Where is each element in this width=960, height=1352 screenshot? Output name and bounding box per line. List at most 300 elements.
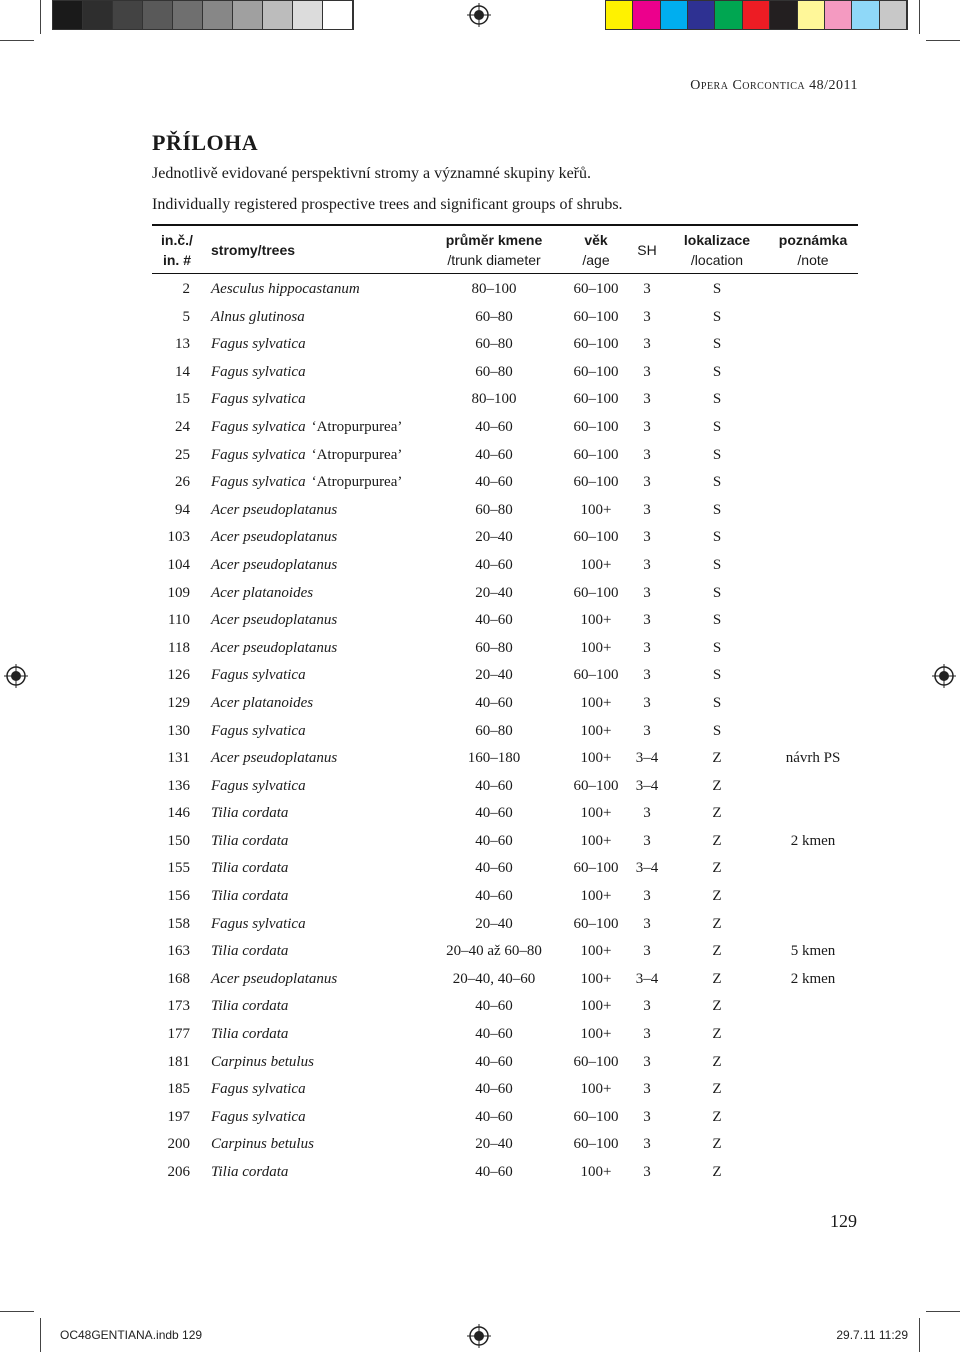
- crop-mark: [40, 0, 41, 34]
- species-name: Acer pseudoplatanus: [211, 750, 338, 767]
- table-row: [152, 939, 858, 967]
- cell-diameter: 20–40: [475, 584, 513, 601]
- cell-species: [211, 336, 306, 353]
- species-name: Tilia cordata: [211, 832, 289, 849]
- cell-diameter: 40–60: [475, 888, 513, 905]
- color-swatch: [688, 1, 715, 29]
- cell-diameter: 20–40 až 60–80: [446, 943, 542, 960]
- cell-number: 131: [167, 750, 190, 767]
- cell-diameter: 40–60: [475, 1108, 513, 1125]
- cell-number: 14: [175, 363, 190, 380]
- cell-note: 2 kmen: [790, 832, 836, 849]
- cell-diameter: 60–80: [475, 308, 513, 325]
- cell-sh: 3: [643, 308, 651, 325]
- cell-sh: 3: [643, 446, 651, 463]
- color-swatch: [233, 1, 263, 29]
- species-name: Fagus sylvatica: [211, 391, 306, 408]
- cell-sh: 3: [643, 943, 651, 960]
- color-swatch: [263, 1, 293, 29]
- species-name: Tilia cordata: [211, 1026, 289, 1043]
- cell-number: 103: [167, 529, 190, 546]
- cell-species: [211, 998, 288, 1015]
- cell-sh: 3: [643, 722, 651, 739]
- cell-sh: 3: [643, 1108, 651, 1125]
- cell-diameter: 40–60: [475, 832, 513, 849]
- cell-age: 60–100: [573, 584, 619, 601]
- species-name: Fagus sylvatica: [211, 1081, 306, 1098]
- cell-species: [211, 640, 337, 657]
- cell-number: 15: [175, 391, 190, 408]
- cell-sh: 3: [643, 888, 651, 905]
- species-name: Carpinus betulus: [211, 1136, 314, 1153]
- color-swatch: [715, 1, 742, 29]
- cell-number: 94: [175, 501, 190, 518]
- cell-location: Z: [712, 888, 722, 905]
- table-row: [152, 1022, 858, 1050]
- cell-age: 100+: [580, 612, 612, 629]
- species-name: Fagus sylvatica: [211, 667, 306, 684]
- cell-age: 60–100: [573, 308, 619, 325]
- color-swatch: [798, 1, 825, 29]
- table-row: [152, 994, 858, 1022]
- cell-location: S: [712, 501, 722, 518]
- species-name: Tilia cordata: [211, 805, 289, 822]
- cell-number: 110: [168, 612, 190, 629]
- species-name: Carpinus betulus: [211, 1053, 314, 1070]
- cell-species: [211, 612, 337, 629]
- cell-sh: 3: [643, 529, 651, 546]
- cell-sh: 3–4: [635, 750, 659, 767]
- cell-species: [211, 585, 313, 602]
- crop-mark: [926, 40, 960, 41]
- table-row: [152, 525, 858, 553]
- cell-age: 100+: [580, 694, 612, 711]
- color-swatch: [880, 1, 907, 29]
- cell-note: návrh PS: [785, 750, 841, 767]
- cell-age: 100+: [580, 1081, 612, 1098]
- cell-age: 100+: [580, 1026, 612, 1043]
- cell-sh: 3: [643, 1026, 651, 1043]
- cell-location: S: [712, 418, 722, 435]
- cell-age: 60–100: [573, 391, 619, 408]
- cell-location: S: [712, 308, 722, 325]
- cell-location: S: [712, 474, 722, 491]
- cell-location: Z: [712, 777, 722, 794]
- cell-diameter: 40–60: [475, 777, 513, 794]
- crop-mark: [926, 1311, 960, 1312]
- cell-species: [211, 1026, 288, 1043]
- cell-age: 100+: [580, 970, 612, 987]
- species-name: Acer pseudoplatanus: [211, 529, 338, 546]
- cell-number: 146: [167, 805, 190, 822]
- cell-species: [211, 529, 337, 546]
- color-swatch: [203, 1, 233, 29]
- cell-sh: 3: [643, 667, 651, 684]
- cell-age: 100+: [580, 832, 612, 849]
- cell-number: 136: [167, 777, 190, 794]
- header-number: in.č./ in. #: [161, 232, 193, 268]
- species-name: Acer pseudoplatanus: [211, 612, 338, 629]
- table-row: [152, 1050, 858, 1078]
- cell-number: 185: [167, 1081, 190, 1098]
- cell-species: [211, 943, 288, 960]
- cell-sh: 3: [643, 584, 651, 601]
- cell-sh: 3: [643, 1164, 651, 1180]
- header-location: lokalizace /location: [683, 232, 751, 268]
- color-swatch: [770, 1, 797, 29]
- cell-diameter: 40–60: [475, 446, 513, 463]
- color-swatch: [661, 1, 688, 29]
- cell-diameter: 60–80: [475, 722, 513, 739]
- cell-location: Z: [712, 1053, 722, 1070]
- cell-sh: 3: [643, 805, 651, 822]
- cell-age: 100+: [580, 998, 612, 1015]
- crop-mark: [0, 40, 34, 41]
- table-row: [152, 608, 858, 636]
- cell-number: 181: [167, 1053, 190, 1070]
- header-species: stromy/trees: [211, 242, 296, 258]
- cell-age: 100+: [580, 501, 612, 518]
- color-swatch: [293, 1, 323, 29]
- header-note: poznámka /note: [778, 232, 848, 268]
- cell-diameter: 40–60: [475, 1081, 513, 1098]
- cell-location: S: [712, 529, 722, 546]
- cell-number: 24: [175, 418, 190, 435]
- color-swatch: [173, 1, 203, 29]
- cell-number: 26: [175, 474, 190, 491]
- cell-sh: 3: [643, 1136, 651, 1153]
- table-row: [152, 719, 858, 747]
- cell-location: S: [712, 336, 722, 353]
- cell-diameter: 40–60: [475, 1026, 513, 1043]
- color-swatch: [852, 1, 879, 29]
- gray-calibration-bar: [52, 0, 354, 30]
- cell-age: 60–100: [573, 777, 619, 794]
- cell-number: 129: [167, 694, 190, 711]
- cell-location: Z: [712, 970, 722, 987]
- cell-species: [211, 419, 402, 436]
- cell-diameter: 80–100: [471, 391, 517, 408]
- table-row: [152, 774, 858, 802]
- cell-number: 197: [167, 1108, 190, 1125]
- species-name: Fagus sylvatica: [211, 336, 306, 353]
- cell-age: 100+: [580, 943, 612, 960]
- table-row: [152, 912, 858, 940]
- cell-age: 60–100: [573, 1053, 619, 1070]
- color-swatch: [825, 1, 852, 29]
- cell-location: Z: [712, 1026, 722, 1043]
- crop-mark: [919, 1318, 920, 1352]
- cell-species: [211, 833, 288, 850]
- cell-sh: 3: [643, 556, 651, 573]
- cell-location: S: [712, 584, 722, 601]
- cell-number: 163: [167, 943, 190, 960]
- color-swatch: [53, 1, 83, 29]
- species-name: Acer platanoides: [211, 584, 314, 601]
- species-name: Tilia cordata: [211, 943, 289, 960]
- cell-number: 104: [167, 556, 190, 573]
- table-row: [152, 332, 858, 360]
- cell-sh: 3: [643, 391, 651, 408]
- cell-species: [211, 667, 306, 684]
- cell-species: [211, 502, 337, 519]
- cell-sh: 3: [643, 998, 651, 1015]
- species-name: Fagus sylvatica: [211, 1108, 306, 1125]
- cell-diameter: 40–60: [475, 418, 513, 435]
- cell-diameter: 20–40, 40–60: [452, 970, 536, 987]
- table-row: [152, 443, 858, 471]
- cell-diameter: 20–40: [475, 529, 513, 546]
- cell-species: [211, 805, 288, 822]
- header-age: věk /age: [582, 232, 610, 268]
- cell-diameter: 40–60: [475, 1053, 513, 1070]
- cell-location: Z: [712, 1164, 722, 1180]
- cell-age: 60–100: [573, 1108, 619, 1125]
- cell-age: 100+: [580, 888, 612, 905]
- species-name: Acer pseudoplatanus: [211, 970, 338, 987]
- cell-age: 100+: [580, 556, 612, 573]
- cell-species: [211, 778, 306, 795]
- table-row: [152, 829, 858, 857]
- cell-number: 158: [167, 915, 190, 932]
- cell-location: S: [712, 722, 722, 739]
- page-number: 129: [830, 1211, 857, 1231]
- cell-age: 60–100: [573, 860, 619, 877]
- cell-species: [211, 391, 306, 408]
- species-name: Fagus sylvatica: [211, 722, 306, 739]
- cell-location: S: [712, 639, 722, 656]
- table-row: [152, 1160, 858, 1188]
- table-row: [152, 305, 858, 333]
- footer-date: 29.7.11 11:29: [836, 1328, 908, 1342]
- table-row: [152, 1077, 858, 1105]
- cell-diameter: 20–40: [475, 667, 513, 684]
- species-name: Tilia cordata: [211, 998, 289, 1015]
- table-row: [152, 691, 858, 719]
- crop-mark: [40, 1318, 41, 1352]
- cell-species: [211, 557, 337, 574]
- cell-species: [211, 447, 402, 464]
- species-name: Acer platanoides: [211, 694, 314, 711]
- cell-sh: 3: [643, 832, 651, 849]
- cell-diameter: 40–60: [475, 860, 513, 877]
- cell-diameter: 60–80: [475, 336, 513, 353]
- table-header: [152, 226, 858, 273]
- cell-location: Z: [712, 1081, 722, 1098]
- cell-location: S: [712, 612, 722, 629]
- cell-species: [211, 1081, 306, 1098]
- cell-location: Z: [712, 998, 722, 1015]
- cell-number: 173: [167, 998, 190, 1015]
- cell-species: [211, 888, 288, 905]
- cell-location: S: [712, 281, 722, 297]
- cell-number: 200: [167, 1136, 190, 1153]
- cell-sh: 3: [643, 612, 651, 629]
- cell-number: 118: [168, 639, 190, 656]
- species-name: Acer pseudoplatanus: [211, 556, 338, 573]
- cell-species: [211, 916, 306, 933]
- cell-species: [211, 860, 288, 877]
- species-name: Tilia cordata: [211, 888, 289, 905]
- cell-location: S: [712, 694, 722, 711]
- cell-sh: 3: [643, 694, 651, 711]
- cell-location: Z: [712, 832, 722, 849]
- cell-species: [211, 1054, 314, 1071]
- cell-age: 100+: [580, 805, 612, 822]
- cell-species: [211, 1109, 306, 1126]
- cell-sh: 3: [643, 363, 651, 380]
- cell-age: 60–100: [573, 446, 619, 463]
- cultivar-name: ‘Atropurpurea’: [311, 474, 403, 491]
- cell-age: 60–100: [573, 529, 619, 546]
- section-title: PŘÍLOHA: [152, 130, 259, 155]
- cell-number: 206: [167, 1164, 190, 1180]
- cell-age: 60–100: [573, 336, 619, 353]
- table-row: [152, 470, 858, 498]
- cell-sh: 3: [643, 474, 651, 491]
- cell-diameter: 60–80: [475, 639, 513, 656]
- table-body: [152, 274, 858, 1188]
- species-name: Acer pseudoplatanus: [211, 501, 338, 518]
- cell-sh: 3: [643, 501, 651, 518]
- cell-location: S: [712, 446, 722, 463]
- cell-species: [211, 1136, 314, 1153]
- registration-mark-top-icon: [467, 3, 491, 27]
- cell-location: Z: [712, 750, 722, 767]
- cell-number: 150: [167, 832, 190, 849]
- cell-age: 60–100: [573, 281, 619, 297]
- species-name: Tilia cordata: [211, 1164, 289, 1180]
- cell-species: [211, 281, 360, 298]
- header-sh: SH: [637, 242, 657, 258]
- subtitle-czech: Jednotlivě evidované perspektivní stromy a významné skupiny keřů.: [152, 165, 592, 182]
- cell-number: 168: [167, 970, 190, 987]
- table-row: [152, 1132, 858, 1160]
- cell-sh: 3: [643, 1053, 651, 1070]
- cell-diameter: 60–80: [475, 501, 513, 518]
- cell-diameter: 40–60: [475, 474, 513, 491]
- cell-location: Z: [712, 860, 722, 877]
- cell-location: S: [712, 556, 722, 573]
- cell-age: 100+: [580, 722, 612, 739]
- cell-diameter: 20–40: [475, 915, 513, 932]
- cell-species: [211, 750, 337, 767]
- cell-diameter: 20–40: [475, 1136, 513, 1153]
- cell-sh: 3: [643, 418, 651, 435]
- cell-location: S: [712, 391, 722, 408]
- cell-sh: 3: [643, 336, 651, 353]
- cell-location: Z: [712, 943, 722, 960]
- species-name: Fagus sylvatica: [211, 474, 306, 491]
- cell-number: 130: [167, 722, 190, 739]
- cell-diameter: 40–60: [475, 556, 513, 573]
- cell-age: 100+: [580, 750, 612, 767]
- cell-number: 177: [167, 1026, 190, 1043]
- cell-number: 155: [167, 860, 190, 877]
- cell-diameter: 40–60: [475, 805, 513, 822]
- species-name: Aesculus hippocastanum: [211, 281, 360, 297]
- table-row: [152, 415, 858, 443]
- cell-location: Z: [712, 915, 722, 932]
- cell-location: S: [712, 363, 722, 380]
- subtitle-english: Individually registered prospective trees and significant groups of shrubs.: [152, 196, 623, 213]
- cultivar-name: ‘Atropurpurea’: [311, 446, 403, 463]
- cell-species: [211, 971, 337, 988]
- species-name: Fagus sylvatica: [211, 446, 306, 463]
- cell-sh: 3: [643, 281, 651, 297]
- cell-diameter: 40–60: [475, 612, 513, 629]
- species-name: Tilia cordata: [211, 860, 289, 877]
- table-row: [152, 856, 858, 884]
- crop-mark: [919, 0, 920, 34]
- cell-number: 156: [167, 888, 190, 905]
- species-name: Acer pseudoplatanus: [211, 639, 338, 656]
- cell-sh: 3–4: [635, 860, 659, 877]
- cell-age: 100+: [580, 1164, 612, 1180]
- cell-sh: 3: [643, 639, 651, 656]
- cell-age: 60–100: [573, 667, 619, 684]
- cell-age: 100+: [580, 639, 612, 656]
- table-row: [152, 553, 858, 581]
- cell-species: [211, 309, 305, 326]
- color-swatch: [743, 1, 770, 29]
- cell-number: 13: [175, 336, 190, 353]
- cell-note: 2 kmen: [790, 970, 836, 987]
- cell-species: [211, 695, 313, 712]
- color-swatch: [83, 1, 113, 29]
- registration-mark-left-icon: [4, 664, 28, 688]
- table-row: [152, 636, 858, 664]
- cell-diameter: 60–80: [475, 363, 513, 380]
- cell-age: 60–100: [573, 418, 619, 435]
- species-name: Fagus sylvatica: [211, 418, 306, 435]
- color-swatch: [606, 1, 633, 29]
- table-row: [152, 746, 858, 774]
- color-swatch: [323, 1, 353, 29]
- cell-species: [211, 364, 306, 381]
- cell-sh: 3: [643, 1081, 651, 1098]
- cell-sh: 3–4: [635, 777, 659, 794]
- cell-species: [211, 723, 306, 740]
- table-row: [152, 277, 858, 305]
- cell-number: 109: [167, 584, 190, 601]
- table-row: [152, 360, 858, 388]
- footer-file-info: OC48GENTIANA.indb 129: [60, 1328, 203, 1342]
- color-swatch: [143, 1, 173, 29]
- table-row: [152, 801, 858, 829]
- cell-number: 126: [167, 667, 190, 684]
- species-name: Fagus sylvatica: [211, 777, 306, 794]
- color-swatch: [113, 1, 143, 29]
- cell-sh: 3: [643, 915, 651, 932]
- cell-diameter: 80–100: [471, 281, 517, 297]
- header-diameter: průměr kmene /trunk diameter: [445, 232, 543, 268]
- cell-species: [211, 1164, 288, 1181]
- cell-number: 2: [182, 281, 190, 297]
- cell-age: 60–100: [573, 474, 619, 491]
- cell-age: 60–100: [573, 915, 619, 932]
- table-row: [152, 967, 858, 995]
- species-name: Alnus glutinosa: [211, 308, 305, 325]
- running-head: Opera Corcontica 48/2011: [690, 78, 858, 93]
- cell-diameter: 40–60: [475, 694, 513, 711]
- cell-location: Z: [712, 805, 722, 822]
- species-name: Fagus sylvatica: [211, 363, 306, 380]
- cell-age: 60–100: [573, 1136, 619, 1153]
- table-row: [152, 498, 858, 526]
- cell-location: Z: [712, 1136, 722, 1153]
- table-row: [152, 581, 858, 609]
